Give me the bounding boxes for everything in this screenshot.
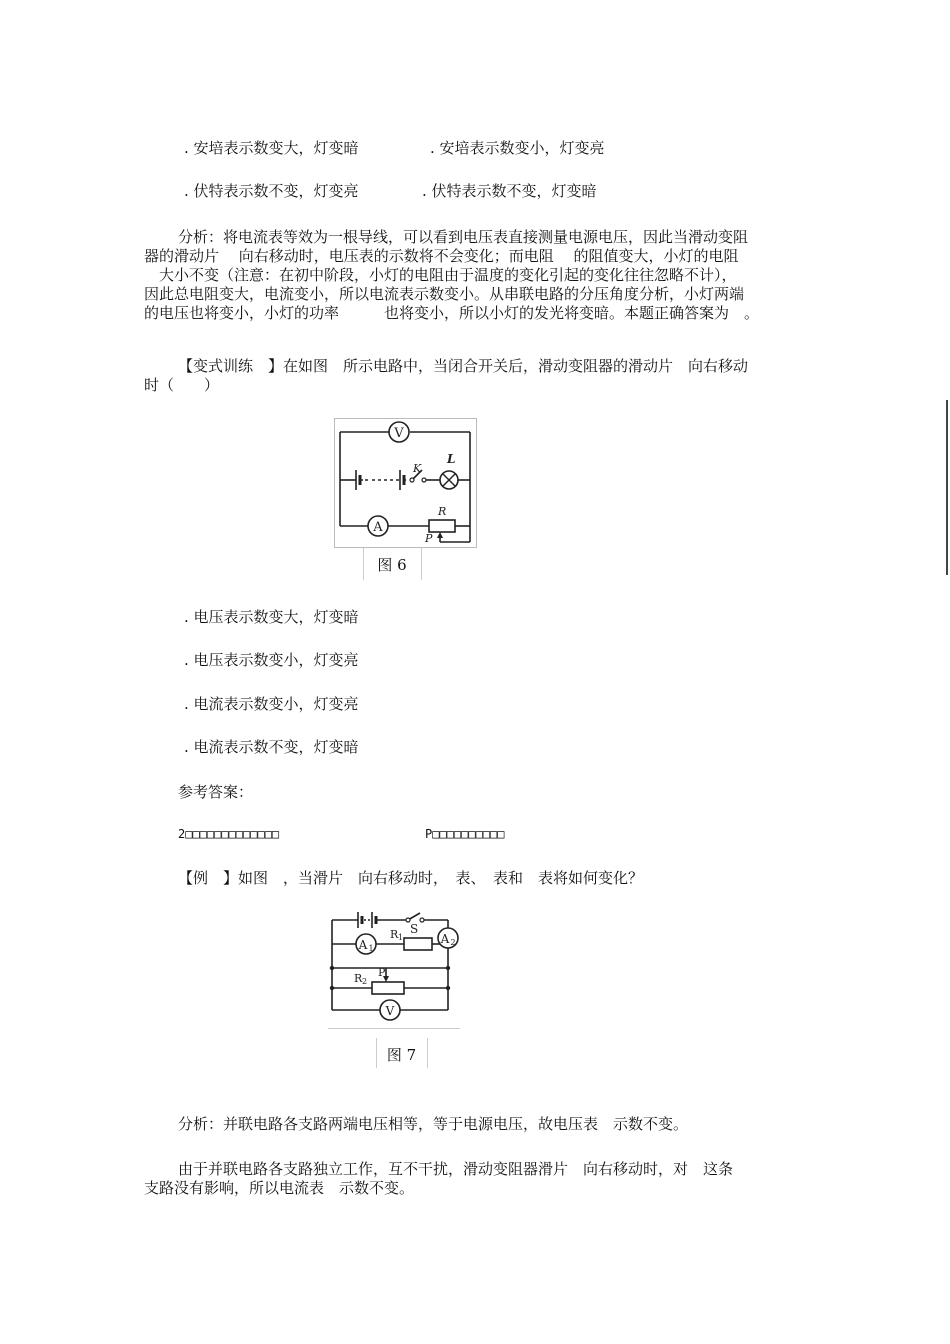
switch-label: K (413, 462, 422, 475)
analysis-line: 因此总电阻变大，电流变小，所以电流表示数变小。从串联电路的分压角度分析，小灯两端 (144, 285, 745, 303)
lamp-label: L (447, 452, 456, 466)
caption-divider-right (421, 548, 422, 580)
figure-6-caption: 图 6 (377, 556, 407, 574)
r1-subscript: 1 (398, 933, 404, 942)
caption-divider-right (427, 1038, 428, 1068)
analysis-paragraph-1 (144, 228, 808, 323)
r2-label: R (354, 972, 363, 985)
figure-7-circuit (328, 908, 460, 1030)
exercise-line: 时（ ） (144, 376, 220, 394)
ammeter-2-subscript: 2 (450, 938, 456, 947)
figure-6-circuit (334, 418, 477, 548)
resistor-label: R (438, 505, 447, 518)
analysis-line: 支路没有影响，所以电流表 示数不变。 (144, 1179, 415, 1197)
voltmeter-label: V (385, 1004, 395, 1018)
slider-label: P (425, 532, 433, 545)
option-a: . 安培表示数变大，灯变暗 (184, 139, 359, 157)
analysis-paragraph-3 (144, 1160, 808, 1198)
page-edge-mark (946, 400, 948, 575)
analysis-line: 器的滑动片 向右移动时，电压表的示数将不会变化；而电阻 的阻值变大，小灯的电阻 (144, 247, 739, 265)
reference-answer-garbled-1: 2□□□□□□□□□□□□□ (178, 827, 280, 841)
voltmeter-label: V (394, 426, 404, 441)
r1-label: R (390, 928, 399, 941)
reference-answer-garbled-2: P□□□□□□□□□□ (425, 827, 505, 841)
reference-answer-label: 参考答案： (178, 783, 254, 801)
analysis-paragraph-2: 分析：并联电路各支路两端电压相等，等于电源电压，故电压表 示数不变。 (178, 1115, 689, 1133)
example-question: 【例 】如图 ，当滑片 向右移动时， 表、 表和 表将如何变化？ (178, 869, 644, 887)
option-d: . 电流表示数不变，灯变暗 (184, 738, 359, 756)
analysis-line: 分析：将电流表等效为一根导线，可以看到电压表直接测量电源电压，因此当滑动变阻 (178, 228, 749, 246)
option-c: . 电流表示数变小，灯变亮 (184, 695, 359, 713)
r2-subscript: 2 (362, 977, 368, 986)
option-c: . 伏特表示数不变，灯变亮 (184, 182, 359, 200)
analysis-line: 的电压也将变小，小灯的功率 也将变小，所以小灯的发光将变暗。本题正确答案为 。 (144, 304, 760, 322)
circuit-diagram-6 (334, 418, 477, 548)
circuit-diagram-7 (328, 908, 460, 1030)
option-b: . 安培表示数变小，灯变亮 (430, 139, 605, 157)
ammeter-2-label: A (440, 932, 450, 946)
option-a: . 电压表示数变大，灯变暗 (184, 608, 359, 626)
option-b: . 电压表示数变小，灯变亮 (184, 651, 359, 669)
slider-label: P (378, 966, 386, 979)
analysis-line: 由于并联电路各支路独立工作，互不干扰，滑动变阻器滑片 向右移动时，对 这条 (178, 1160, 734, 1178)
analysis-line: 大小不变（注意：在初中阶段，小灯的电阻由于温度的变化引起的变化往往忽略不计）， (144, 266, 737, 284)
figure-7-caption: 图 7 (386, 1046, 417, 1064)
switch-label: S (410, 922, 419, 936)
exercise-line: 【变式训练 】在如图 所示电路中，当闭合开关后，滑动变阻器的滑动片 向右移动 (178, 357, 749, 375)
ammeter-1-label: A (358, 938, 368, 952)
ammeter-label: A (373, 520, 383, 535)
option-d: . 伏特表示数不变，灯变暗 (422, 182, 597, 200)
ammeter-1-subscript: 1 (368, 944, 374, 953)
exercise-paragraph (144, 357, 808, 395)
